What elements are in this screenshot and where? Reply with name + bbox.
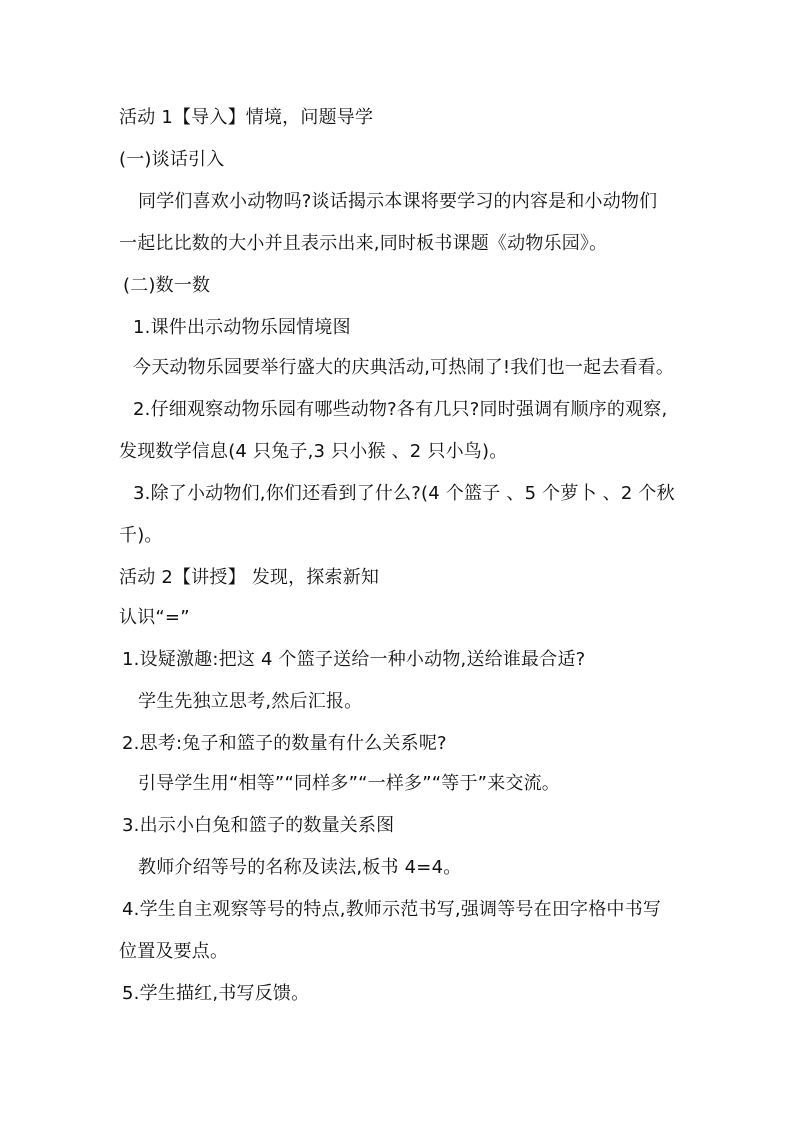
section-heading-talk-intro: (一)谈话引入 <box>119 149 225 170</box>
list-item: 3.除了小动物们,你们还看到了什么?(4 个篮子 、5 个萝卜 、2 个秋 <box>133 483 675 504</box>
activity-2-heading: 活动 2【讲授】 发现，探索新知 <box>119 567 380 588</box>
list-item: 4.学生自主观察等号的特点,教师示范书写,强调等号在田字格中书写 <box>122 899 662 920</box>
paragraph-line: 学生先独立思考,然后汇报。 <box>138 691 363 712</box>
paragraph-line: 位置及要点。 <box>119 941 229 962</box>
list-item: 1.课件出示动物乐园情境图 <box>133 317 351 338</box>
list-item: 2.仔细观察动物乐园有哪些动物?各有几只?同时强调有顺序的观察, <box>133 399 668 420</box>
list-item: 3.出示小白兔和篮子的数量关系图 <box>122 815 395 836</box>
paragraph-line: 千)。 <box>119 525 163 546</box>
list-item: 2.思考:兔子和篮子的数量有什么关系呢? <box>122 733 447 754</box>
section-heading-count: (二)数一数 <box>123 275 211 296</box>
paragraph-line: 同学们喜欢小动物吗?谈话揭示本课将要学习的内容是和小动物们 <box>138 191 658 212</box>
paragraph-line: 引导学生用“相等”“同样多”“一样多”“等于”来交流。 <box>138 773 560 794</box>
paragraph-line: 发现数学信息(4 只兔子,3 只小猴 、2 只小鸟)。 <box>119 441 508 462</box>
section-heading-equals: 认识“=” <box>119 607 190 628</box>
paragraph-line: 一起比比数的大小并且表示出来,同时板书课题《动物乐园》。 <box>119 233 608 254</box>
list-item: 1.设疑激趣:把这 4 个篮子送给一种小动物,送给谁最合适? <box>122 649 586 670</box>
paragraph-line: 今天动物乐园要举行盛大的庆典活动,可热闹了!我们也一起去看看。 <box>133 357 675 378</box>
paragraph-line: 教师介绍等号的名称及读法,板书 4=4。 <box>138 857 462 878</box>
activity-1-heading: 活动 1【导入】情境，问题导学 <box>119 107 374 128</box>
list-item: 5.学生描红,书写反馈。 <box>122 983 310 1004</box>
